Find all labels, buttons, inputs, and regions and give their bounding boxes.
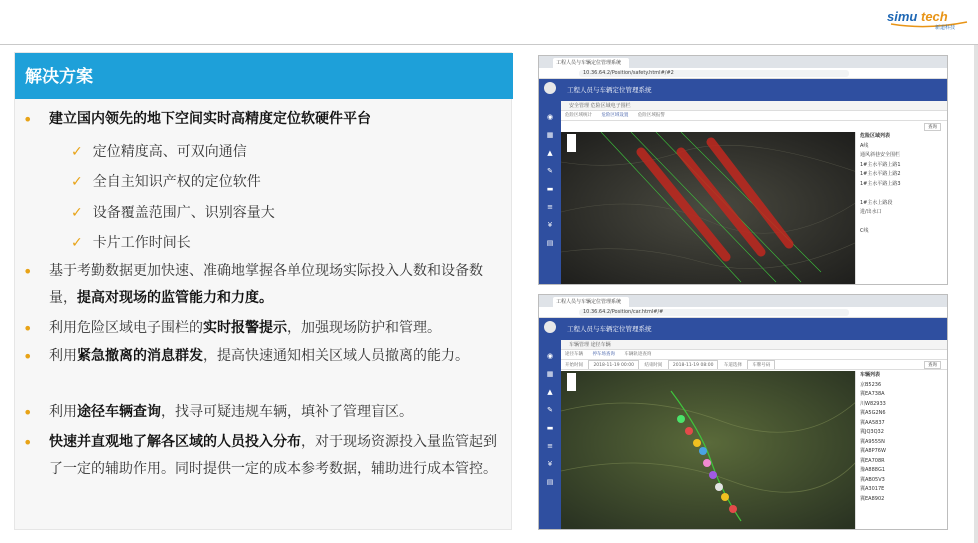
bullet-dot-icon: • xyxy=(23,110,33,129)
browser-tabbar xyxy=(539,56,947,68)
list-item[interactable]: 冀A5G2N6 xyxy=(860,410,886,416)
bullet-text: ，加强现场防护和管理。 xyxy=(287,320,441,336)
screenshot-vehicle-query xyxy=(538,294,948,530)
check-icon: ✓ xyxy=(71,235,83,251)
browser-tab[interactable]: 工程人员与车辆定位管理系统 xyxy=(553,297,629,307)
warning-icon[interactable]: ▲ xyxy=(547,149,553,157)
tab-strip xyxy=(561,350,947,360)
filter-bar xyxy=(561,360,947,370)
eye-icon[interactable]: ◉ xyxy=(546,113,554,121)
filter-label: 车道选择 xyxy=(723,363,742,368)
sub-item xyxy=(71,171,261,191)
bullet-bold: 实时报警提示 xyxy=(203,320,287,336)
breadcrumb: 车辆管理 途径车辆 xyxy=(561,340,947,350)
url-field[interactable]: 10.36.64.2/Position/car.html#/# xyxy=(579,309,849,316)
list-item[interactable] xyxy=(856,218,947,228)
url-field[interactable]: 10.36.64.2/Position/safety.html#/#2 xyxy=(579,70,849,77)
address-bar xyxy=(539,307,947,318)
tab-item[interactable]: 停车场查询 xyxy=(588,350,619,360)
app-sidebar xyxy=(539,79,561,284)
query-button[interactable]: 查询 xyxy=(924,361,941,369)
bullet-text: 利用 xyxy=(49,404,77,420)
browser-tabbar xyxy=(539,295,947,307)
bullet-text: ，对于现场资源投入量监管起到了一定的辅助作用。同时提供一定的成本参考数据，辅助进行成本管控。 xyxy=(49,434,497,477)
list-item[interactable]: 冀EA8902 xyxy=(860,495,885,502)
list-icon[interactable]: ≡ xyxy=(547,203,553,211)
bullet-text: ，提高快速通知相关区域人员撤离的能力。 xyxy=(203,348,469,364)
svg-text:simu: simu xyxy=(887,9,918,24)
list-item[interactable]: 1#主水平路上路1 xyxy=(860,161,901,168)
bullet-bold: 建立国内领先的地下空间实时高精度定位软硬件平台 xyxy=(49,111,371,127)
check-icon: ✓ xyxy=(71,174,83,190)
list-item[interactable]: 冀EA708R xyxy=(860,457,885,464)
app-sidebar xyxy=(539,318,561,529)
bullet-dot-icon: • xyxy=(23,262,33,281)
browser-tab[interactable]: 工程人员与车辆定位管理系统 xyxy=(553,58,629,68)
sub-item xyxy=(71,202,275,222)
map-view[interactable] xyxy=(561,132,855,284)
query-button[interactable]: 查询 xyxy=(924,123,941,131)
bullet-text: ，找寻可疑违规车辆，填补了管理盲区。 xyxy=(161,404,413,420)
list-item[interactable]: 1#主水上路段 xyxy=(860,199,893,206)
bullet-bold: 紧急撤离的消息群发 xyxy=(77,348,203,364)
car-icon[interactable]: ▬ xyxy=(546,185,554,193)
wrench-icon[interactable]: ✎ xyxy=(547,167,553,175)
bullet-dot-icon: • xyxy=(23,347,33,366)
list-item[interactable]: 京B5236 xyxy=(860,381,882,388)
sub-item-label: 全自主知识产权的定位软件 xyxy=(92,174,261,190)
list-item[interactable]: 冀A3017E xyxy=(860,486,885,492)
sub-item xyxy=(71,141,247,161)
car-icon[interactable]: ▬ xyxy=(546,424,554,432)
list-item[interactable]: 川W82933 xyxy=(860,400,886,407)
bullet-bold: 途径车辆查询 xyxy=(77,404,161,420)
end-time-input[interactable]: 2018-11-19 08:00 xyxy=(668,360,719,370)
list-item[interactable]: A线 xyxy=(860,142,869,149)
grid-icon[interactable]: ▦ xyxy=(546,370,554,378)
list-item[interactable]: 豫A888G1 xyxy=(860,467,886,473)
list-item[interactable]: 冀A8P76W xyxy=(860,448,886,454)
bullet-text: 利用 xyxy=(49,348,77,364)
section-title-bar xyxy=(15,53,513,99)
list-item[interactable]: 冀JQ3Q32 xyxy=(860,429,884,435)
app-title: 工程人员与车辆定位管理系统 xyxy=(567,86,652,94)
svg-text:tech: tech xyxy=(921,9,948,24)
section-title: 解决方案 xyxy=(25,67,93,87)
yen-icon[interactable]: ¥ xyxy=(547,460,553,468)
list-item[interactable]: 通风斜巷安全围栏 xyxy=(860,152,901,158)
zone-list-panel xyxy=(855,132,947,284)
header-divider xyxy=(0,44,978,45)
warning-icon[interactable]: ▲ xyxy=(547,388,553,396)
simutech-logo xyxy=(887,8,973,30)
app-title: 工程人员与车辆定位管理系统 xyxy=(567,325,652,333)
tab-item[interactable]: 危险区域统计 xyxy=(565,113,592,118)
sub-item-label: 设备覆盖范围广、识别容量大 xyxy=(92,205,275,221)
bullet-bold: 提高对现场的监管能力和力度。 xyxy=(77,290,273,306)
list-item[interactable]: C线 xyxy=(860,228,869,234)
panel-title: 危险区域列表 xyxy=(860,133,891,139)
scroll-track xyxy=(974,45,978,543)
grid-icon[interactable]: ▦ xyxy=(546,131,554,139)
report-icon[interactable]: ▤ xyxy=(546,239,554,247)
sub-item-label: 卡片工作时间长 xyxy=(92,235,191,251)
list-item[interactable]: 1#主水平路上路2 xyxy=(860,171,901,177)
vehicle-list-panel xyxy=(855,371,947,529)
plate-input[interactable]: 车牌号码 xyxy=(747,360,775,370)
list-item[interactable]: 冀EA738A xyxy=(860,391,885,397)
list-item[interactable]: 1#主水平路上路3 xyxy=(860,180,901,187)
sub-item xyxy=(71,232,191,252)
wrench-icon[interactable]: ✎ xyxy=(547,406,553,414)
tab-item[interactable]: 车辆轨迹查询 xyxy=(624,352,652,357)
avatar[interactable] xyxy=(544,82,556,94)
breadcrumb: 安全管理 危险区域电子围栏 xyxy=(561,101,947,111)
list-item[interactable]: 冀AA5837 xyxy=(860,419,885,426)
report-icon[interactable]: ▤ xyxy=(546,478,554,486)
address-bar xyxy=(539,68,947,79)
list-item[interactable]: 进/出水口 xyxy=(860,209,882,215)
app-header xyxy=(539,79,947,101)
tab-item[interactable]: 危险区域报警 xyxy=(637,113,665,118)
panel-title: 车辆列表 xyxy=(860,372,881,378)
bullet-dot-icon: • xyxy=(23,403,33,422)
check-icon: ✓ xyxy=(71,144,83,160)
bullet-dot-icon: • xyxy=(23,319,33,338)
list-item[interactable] xyxy=(856,189,947,199)
bullet-text: 基于考勤数据更加快速、准确地掌握各单位现场实际投入人数和设备数量， xyxy=(49,263,483,306)
start-time-input[interactable]: 2018-11-19 00:00 xyxy=(588,360,639,370)
tab-strip xyxy=(561,111,947,121)
eye-icon[interactable]: ◉ xyxy=(546,352,554,360)
avatar[interactable] xyxy=(544,321,556,333)
bullet-bold: 快速并直观地了解各区域的人员投入分布 xyxy=(49,434,301,450)
yen-icon[interactable]: ¥ xyxy=(547,221,553,229)
app-header xyxy=(539,318,947,340)
svg-text:新道科技: 新道科技 xyxy=(935,25,956,30)
filter-label: 结束时间 xyxy=(644,363,663,368)
screenshot-danger-zone xyxy=(538,55,948,285)
tab-item[interactable]: 危险区域设置 xyxy=(597,111,632,121)
sub-item-label: 定位精度高、可双向通信 xyxy=(92,144,247,160)
list-item[interactable]: 冀AB05V3 xyxy=(860,476,885,483)
map-view[interactable] xyxy=(561,371,855,529)
tab-item[interactable]: 途径车辆 xyxy=(565,352,583,357)
solution-panel xyxy=(14,52,512,530)
list-icon[interactable]: ≡ xyxy=(547,442,553,450)
filter-label: 开始时间 xyxy=(565,363,583,368)
bullet-text: 利用危险区域电子围栏的 xyxy=(49,320,203,336)
list-item[interactable]: 冀A9555N xyxy=(860,438,885,445)
check-icon: ✓ xyxy=(71,205,83,221)
bullet-dot-icon: • xyxy=(23,433,33,452)
